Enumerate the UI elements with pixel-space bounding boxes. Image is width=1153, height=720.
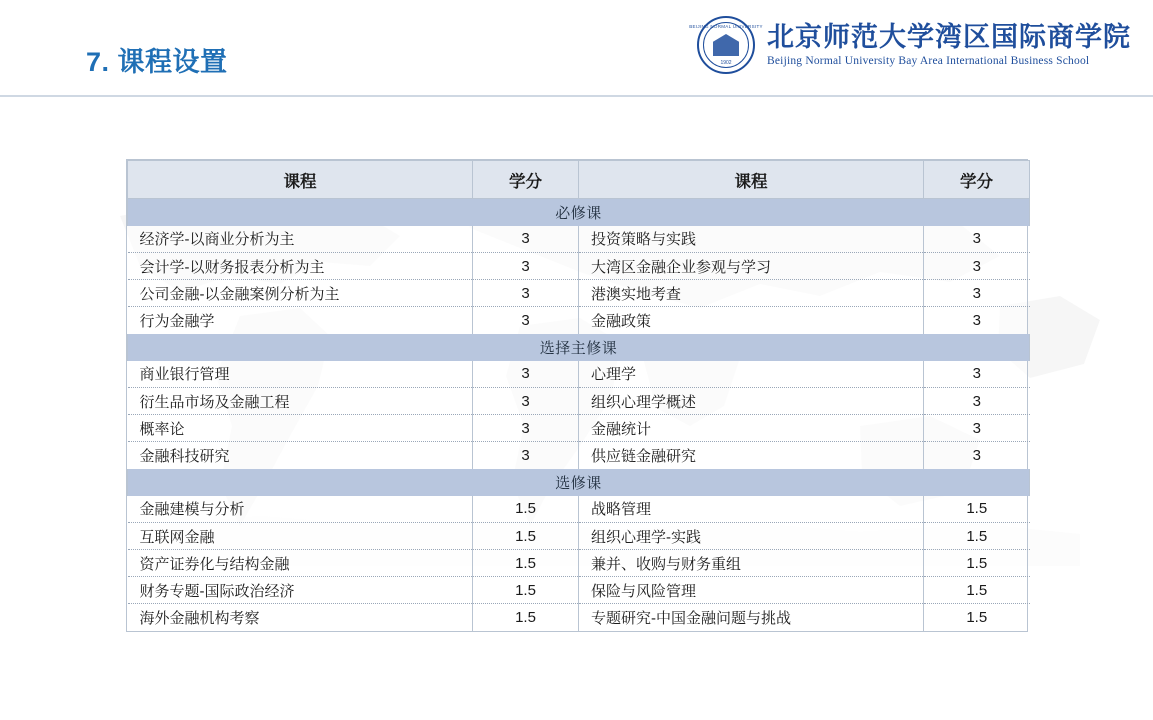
- cell-course-left: 金融科技研究: [128, 442, 473, 469]
- cell-course-right: 供应链金融研究: [579, 442, 924, 469]
- cell-course-right: 投资策略与实践: [579, 226, 924, 253]
- cell-course-left: 公司金融-以金融案例分析为主: [128, 280, 473, 307]
- section-title: 必修课: [128, 199, 1030, 226]
- cell-course-right: 组织心理学概述: [579, 388, 924, 415]
- cell-credit-right: 3: [924, 415, 1030, 442]
- cell-course-right: 专题研究-中国金融问题与挑战: [579, 604, 924, 631]
- cell-credit-right: 3: [972, 311, 981, 329]
- cell-course-right: 大湾区金融企业参观与学习: [579, 253, 924, 280]
- page-title: 7. 课程设置: [86, 47, 228, 77]
- cell-credit-left: 1.5: [473, 496, 579, 523]
- column-header-course-right: 课程: [579, 161, 924, 199]
- brand-name: [767, 23, 1131, 68]
- column-header-course-left: 课程: [128, 161, 473, 199]
- cell-course-right: 兼并、收购与财务重组: [579, 550, 924, 577]
- cell-credit-left: 3: [473, 361, 579, 388]
- cell-credit-left: 3: [473, 307, 579, 334]
- slide-header: [0, 0, 1153, 97]
- cell-course-left: 会计学-以财务报表分析为主: [128, 253, 473, 280]
- cell-credit-right: 3: [924, 253, 1030, 280]
- seal-top-text: BEIJING NORMAL UNIVERSITY: [689, 24, 763, 29]
- table-row: [128, 253, 1030, 280]
- cell-credit-right: 3: [924, 361, 1030, 388]
- cell-course-left: 概率论: [128, 415, 473, 442]
- column-header-credit-right: 学分: [924, 161, 1030, 199]
- column-header-credit-left: 学分: [473, 161, 579, 199]
- cell-credit-left: 3: [473, 415, 579, 442]
- cell-course-left: 经济学-以商业分析为主: [128, 226, 473, 253]
- cell-credit-right: 1.5: [924, 523, 1030, 550]
- seal-bottom-text: 1902: [720, 60, 732, 66]
- table-row: [128, 226, 1030, 253]
- brand-logo: [689, 16, 1131, 74]
- cell-course-right: 金融政策: [579, 307, 924, 334]
- cell-credit-right: 1.5: [924, 577, 1030, 604]
- cell-credit-left: 3: [473, 226, 579, 253]
- cell-course-left: 财务专题-国际政治经济: [128, 577, 473, 604]
- table-header-row: [128, 161, 1030, 199]
- header-divider: [0, 95, 1153, 97]
- section-title: 选修课: [128, 469, 1030, 496]
- cell-credit-right: 3: [924, 388, 1030, 415]
- cell-credit-right: 3: [924, 226, 1030, 253]
- table-row: [128, 442, 1030, 469]
- table-row: [128, 388, 1030, 415]
- section-title: 选择主修课: [128, 334, 1030, 361]
- cell-course-left: 行为金融学: [128, 307, 473, 334]
- cell-credit-right: 1.5: [966, 608, 988, 626]
- university-seal-icon: [689, 16, 763, 74]
- table-row: [128, 604, 1030, 631]
- cell-credit-right: 3: [972, 446, 981, 464]
- curriculum-table: [126, 159, 1028, 632]
- cell-course-right: 港澳实地考查: [579, 280, 924, 307]
- cell-course-left: 金融建模与分析: [128, 496, 473, 523]
- cell-credit-right: 3: [924, 280, 1030, 307]
- seal-emblem-icon: [713, 34, 739, 56]
- section-header-row: [128, 199, 1030, 226]
- table-row: [128, 550, 1030, 577]
- table-row: [128, 577, 1030, 604]
- cell-credit-left: 1.5: [473, 604, 579, 631]
- table-row: [128, 307, 1030, 334]
- table-row: [128, 496, 1030, 523]
- cell-course-left: 互联网金融: [128, 523, 473, 550]
- table-row: [128, 415, 1030, 442]
- cell-course-right: 战略管理: [579, 496, 924, 523]
- cell-course-right: 组织心理学-实践: [579, 523, 924, 550]
- cell-credit-left: 3: [473, 442, 579, 469]
- cell-credit-left: 1.5: [473, 550, 579, 577]
- cell-course-left: 海外金融机构考察: [128, 604, 473, 631]
- brand-name-en: Beijing Normal University Bay Area International Business School: [767, 55, 1090, 68]
- cell-credit-left: 3: [473, 253, 579, 280]
- cell-course-right: 心理学: [579, 361, 924, 388]
- section-header-row: [128, 469, 1030, 496]
- cell-credit-right: 1.5: [924, 496, 1030, 523]
- cell-course-left: 商业银行管理: [128, 361, 473, 388]
- cell-course-left: 衍生品市场及金融工程: [128, 388, 473, 415]
- table-row: [128, 280, 1030, 307]
- section-header-row: [128, 334, 1030, 361]
- cell-credit-left: 3: [473, 388, 579, 415]
- cell-credit-left: 3: [473, 280, 579, 307]
- cell-credit-left: 1.5: [473, 577, 579, 604]
- brand-name-cn: 北京师范大学湾区国际商学院: [767, 21, 1131, 52]
- cell-course-right: 金融统计: [579, 415, 924, 442]
- table-row: [128, 523, 1030, 550]
- cell-credit-left: 1.5: [473, 523, 579, 550]
- table-row: [128, 361, 1030, 388]
- cell-course-left: 资产证券化与结构金融: [128, 550, 473, 577]
- cell-credit-right: 1.5: [924, 550, 1030, 577]
- cell-course-right: 保险与风险管理: [579, 577, 924, 604]
